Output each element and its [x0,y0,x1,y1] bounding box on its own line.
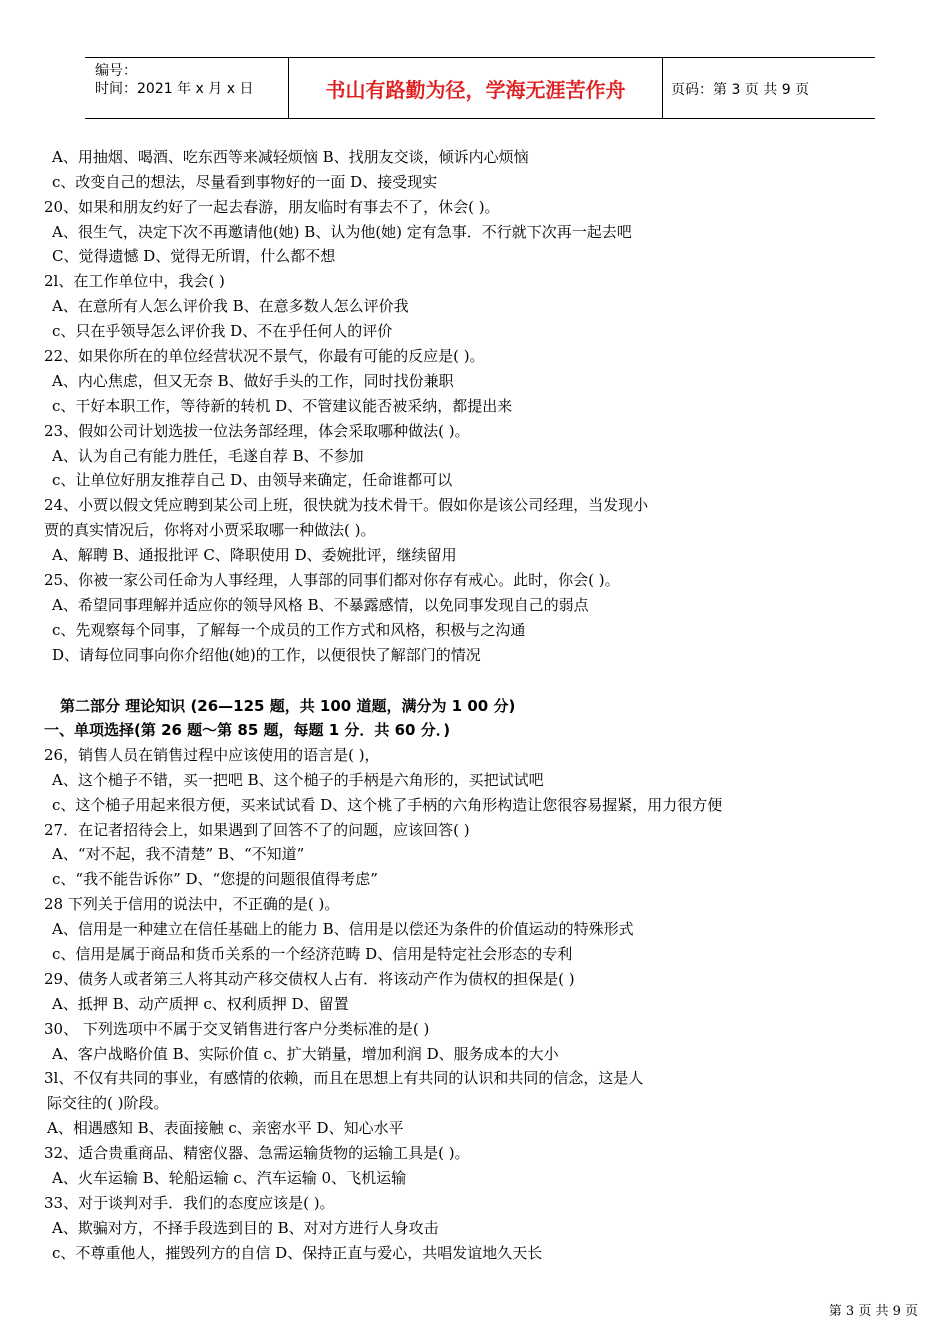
text-line: A、信用是一种建立在信任基础上的能力 B、信用是以偿还为条件的价值运动的特殊形式 [52,920,634,938]
text-line: c、这个槌子用起来很方便，买来试试看 D、这个桃了手柄的六角形构造让您很容易握紧，用力很方便 [52,796,723,814]
motto: 书山有路勤为径，学海无涯苦作舟 [325,78,626,102]
text-line: 29、债务人或者第三人将其动产移交债权人占有．将该动产作为债权的担保是( ) [44,970,575,988]
text-line: 28 下列关于信用的说法中，不正确的是( )。 [44,895,340,913]
text-line: 23、假如公司计划选拔一位法务部经理，体会采取哪种做法( )。 [44,422,470,440]
text-line: A、希望同事理解并适应你的领导风格 B、不暴露感情，以免同事发现自己的弱点 [52,596,589,614]
text-line: C、觉得遗憾 D、觉得无所谓，什么都不想 [52,247,336,265]
page-info: 页码：第 3 页 共 9 页 [671,82,810,98]
text-line: A、相遇感知 B、表面接触 c、亲密水平 D、知心水平 [47,1119,404,1137]
page-footer: 第 3 页 共 9 页 [828,1304,918,1319]
text-line: A、内心焦虑，但又无奈 B、做好手头的工作，同时找份兼职 [52,372,454,390]
page-header [85,57,875,119]
serial-label: 编号： [95,63,137,79]
text-line: 32、适合贵重商品、精密仪器、急需运输货物的运输工具是( )。 [44,1144,470,1162]
text-line: A、客户战略价值 B、实际价值 c、扩大销量，增加利润 D、服务成本的大小 [52,1045,559,1063]
text-line: A、用抽烟、喝酒、吃东西等来减轻烦恼 B、找朋友交谈，倾诉内心烦恼 [52,148,529,166]
text-line: A、很生气，决定下次不再邀请他(她) B、认为他(她) 定有急事．不行就下次再一起去吧 [52,223,632,241]
header-motto-cell [288,58,663,118]
subsection-heading: 一、单项选择(第 26 题～第 85 题，每题 1 分．共 60 分．) [44,721,451,739]
text-line: 27．在记者招待会上，如果遇到了回答不了的问题，应该回答( ) [44,821,470,839]
text-line: 26，销售人员在销售过程中应该使用的语言是( )， [44,746,380,764]
text-line: c、不尊重他人，摧毁列方的自信 D、保持正直与爱心，共唱发谊地久天长 [52,1244,543,1262]
text-line: c、先观察每个同事，了解每一个成员的工作方式和风格，积极与之沟通 [52,621,526,639]
date-label: 时间：2021 年 x 月 x 日 [95,81,254,97]
text-line: 3l、不仅有共同的事业，有感情的依赖，而且在思想上有共同的认识和共同的信念，这是人 [44,1069,644,1087]
text-line: 22、如果你所在的单位经营状况不景气，你最有可能的反应是( )。 [44,347,485,365]
text-line: c、只在乎领导怎么评价我 D、不在乎任何人的评价 [52,322,393,340]
text-line: c、“我不能告诉你” D、“您提的问题很值得考虑” [52,870,378,888]
section-heading: 第二部分 理论知识 (26—125 题，共 100 道题，满分为 1 00 分) [60,697,516,715]
text-line: 25、你被一家公司任命为人事经理，人事部的同事们都对你存有戒心。此时，你会( )。 [44,571,620,589]
text-line: D、请每位同事向你介绍他(她)的工作，以便很快了解部门的情况 [52,646,481,664]
text-line: c、让单位好朋友推荐自己 D、由领导来确定，任命谁都可以 [52,471,453,489]
header-page-cell [662,58,875,118]
text-line: 24、小贾以假文凭应聘到某公司上班，很快就为技术骨干。假如你是该公司经理，当发现小 [44,496,649,514]
text-line: A、欺骗对方，不择手段选到目的 B、对对方进行人身攻击 [52,1219,439,1237]
text-line: 际交往的( )阶段。 [47,1094,169,1112]
text-line: A、认为自己有能力胜任，毛遂自荐 B、不参加 [52,447,364,465]
text-line: 2l、在工作单位中，我会( ) [44,272,225,290]
text-line: 33、对于谈判对手．我们的态度应该是( )。 [44,1194,335,1212]
text-line: A、抵押 B、动产质押 c、权利质押 D、留置 [52,995,349,1013]
text-line: A、解聘 B、通报批评 C、降职使用 D、委婉批评，继续留用 [52,546,457,564]
text-line: A、火车运输 B、轮船运输 c、汽车运输 0、飞机运输 [52,1169,407,1187]
text-line: c、改变自己的想法，尽量看到事物好的一面 D、接受现实 [52,173,438,191]
text-line: 20、如果和朋友约好了一起去春游，朋友临时有事去不了，休会( )。 [44,198,500,216]
text-line: 贾的真实情况后，你将对小贾采取哪一种做法( )。 [44,521,376,539]
text-line: A、在意所有人怎么评价我 B、在意多数人怎么评价我 [52,297,409,315]
text-line: 30、 下列选项中不属于交叉销售进行客户分类标准的是( ) [44,1020,430,1038]
text-line: A、这个槌子不错，买一把吧 B、这个槌子的手柄是六角形的，买把试试吧 [52,771,544,789]
text-line: c、信用是属于商品和货币关系的一个经济范畴 D、信用是特定社会形态的专利 [52,945,573,963]
text-line: A、“对不起，我不清楚” B、“不知道” [52,845,305,863]
text-line: c、干好本职工作，等待新的转机 D、不管建议能否被采纳，都提出来 [52,397,513,415]
header-meta [85,58,288,118]
